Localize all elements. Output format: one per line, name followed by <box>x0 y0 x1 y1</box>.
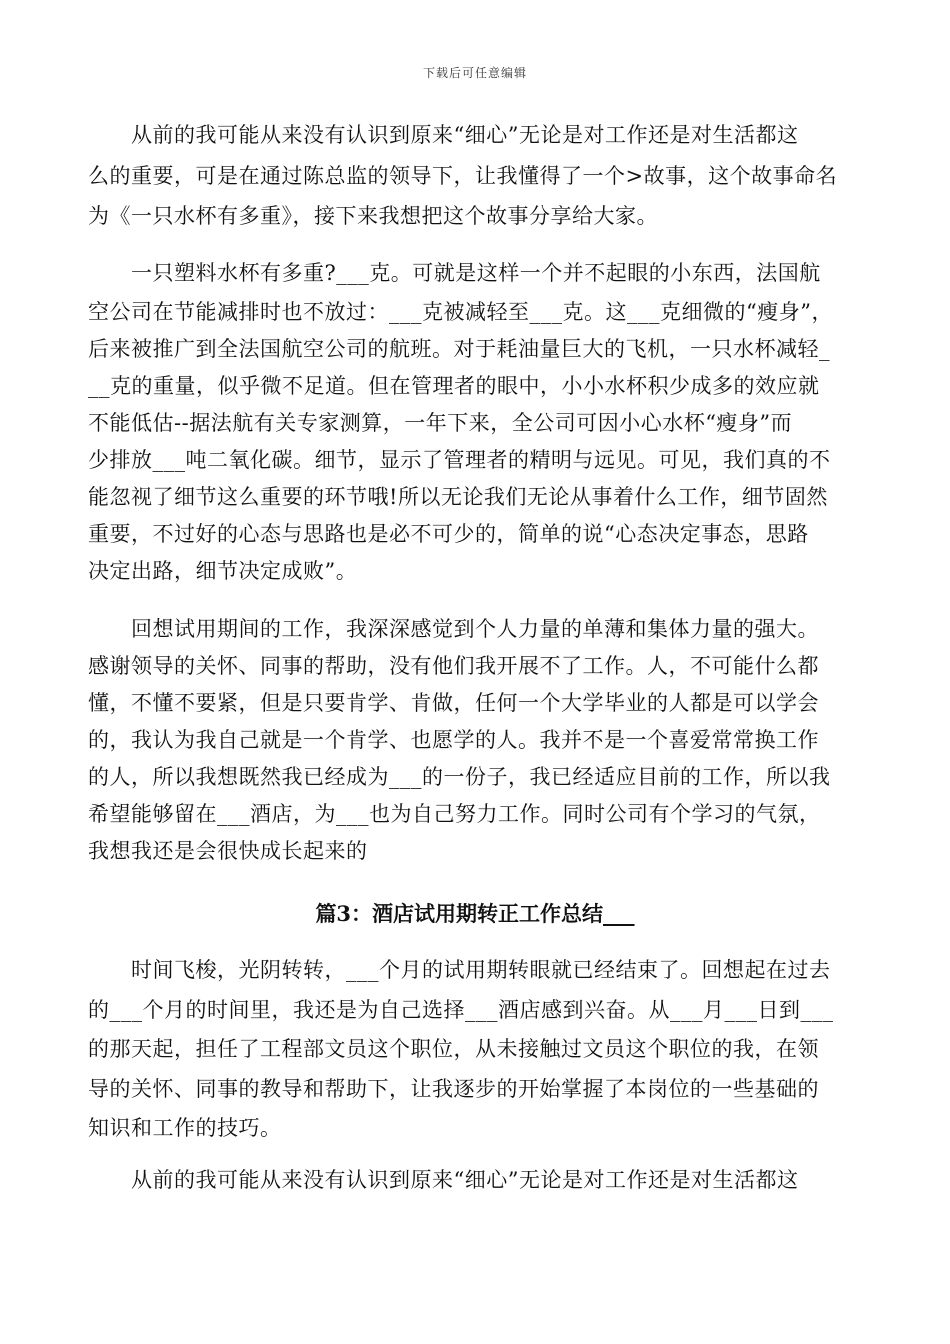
paragraph-2-line-7: 能忽视了细节这么重要的环节哦!所以无论我们无论从事着什么工作，细节固然 <box>88 485 828 509</box>
paragraph-4-line-1: 时间飞梭，光阴转转，___个月的试用期转眼就已经结束了。回想起在过去 <box>88 958 831 982</box>
paragraph-3-line-4: 的，我认为我自己就是一个肯学、也愿学的人。我并不是一个喜爱常常换工作 <box>88 728 819 752</box>
paragraph-2-line-2: 空公司在节能减排时也不放过：___克被减轻至___克。这___克细微的“瘦身”， <box>88 300 833 324</box>
paragraph-4-line-3: 的那天起，担任了工程部文员这个职位，从未接触过文员这个职位的我，在领 <box>88 1037 819 1061</box>
paragraph-3-line-6: 希望能够留在___酒店，为___也为自己努力工作。同时公司有个学习的气氛， <box>88 802 821 826</box>
page-header: 下载后可任意编辑 <box>422 66 527 80</box>
paragraph-2-line-5: 不能低估--据法航有关专家测算，一年下来，全公司可因小心水杯“瘦身”而 <box>88 411 793 435</box>
paragraph-2-line-9: 决定出路，细节决定成败”。 <box>88 559 358 583</box>
section-heading: 篇3：酒店试用期转正工作总结___ <box>315 901 635 926</box>
paragraph-3-line-1: 回想试用期间的工作，我深深感觉到个人力量的单薄和集体力量的强大。 <box>88 617 819 641</box>
paragraph-2-line-8: 重要，不过好的心态与思路也是必不可少的，简单的说“心态决定事态，思路 <box>88 522 809 546</box>
paragraph-4-line-4: 导的关怀、同事的教导和帮助下，让我逐步的开始掌握了本岗位的一些基础的 <box>88 1077 819 1101</box>
paragraph-1-line-3: 为《一只水杯有多重》，接下来我想把这个故事分享给大家。 <box>88 204 658 228</box>
paragraph-2-line-6: 少排放___吨二氧化碳。细节，显示了管理者的精明与远见。可见，我们真的不 <box>88 448 831 472</box>
paragraph-2-line-1: 一只塑料水杯有多重?___克。可就是这样一个并不起眼的小东西，法国航 <box>88 261 821 285</box>
paragraph-2-line-4: __克的重量，似乎微不足道。但在管理者的眼中，小小水杯积少成多的效应就 <box>88 374 820 398</box>
paragraph-3-line-7: 我想我还是会很快成长起来的 <box>88 839 368 863</box>
paragraph-3-line-2: 感谢领导的关怀、同事的帮助，没有他们我开展不了工作。人，不可能什么都 <box>88 654 819 678</box>
paragraph-1-line-1: 从前的我可能从来没有认识到原来“细心”无论是对工作还是对生活都这 <box>88 123 799 147</box>
paragraph-1-line-2: 么的重要，可是在通过陈总监的领导下，让我懂得了一个>故事，这个故事命名 <box>88 164 838 188</box>
paragraph-5-line-1: 从前的我可能从来没有认识到原来“细心”无论是对工作还是对生活都这 <box>88 1168 799 1192</box>
paragraph-4-line-5: 知识和工作的技巧。 <box>88 1116 282 1140</box>
paragraph-3-line-3: 懂，不懂不要紧，但是只要肯学、肯做，任何一个大学毕业的人都是可以学会 <box>88 691 819 715</box>
paragraph-4-line-2: 的___个月的时间里，我还是为自己选择___酒店感到兴奋。从___月___日到___ <box>88 998 834 1022</box>
paragraph-2-line-3: 后来被推广到全法国航空公司的航班。对于耗油量巨大的飞机，一只水杯减轻_ <box>88 337 830 361</box>
paragraph-3-line-5: 的人，所以我想既然我已经成为___的一份子，我已经适应目前的工作，所以我 <box>88 765 831 789</box>
